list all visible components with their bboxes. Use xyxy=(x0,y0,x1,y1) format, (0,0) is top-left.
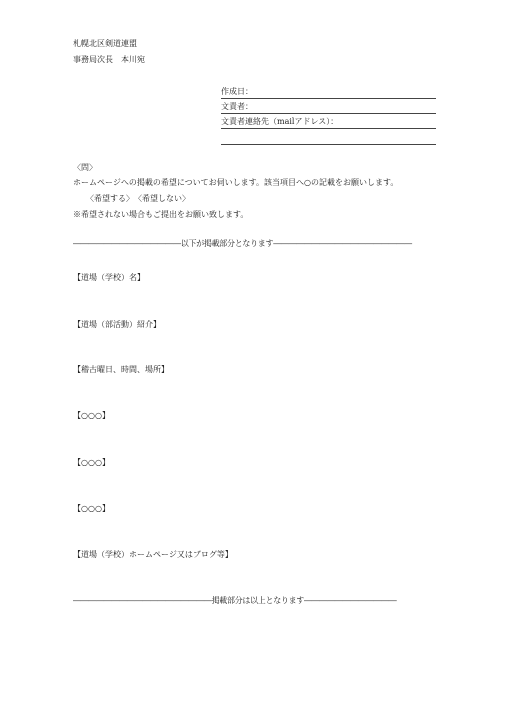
author-field[interactable] xyxy=(221,102,436,114)
question-options: 〈希望する〉 〈希望しない〉 xyxy=(86,194,190,203)
question-text: ホームページへの掲載の希望についてお伺いします。該当項目へ○の記載をお願いします。 xyxy=(73,178,399,187)
author-contact-label: 文責者連絡先（mailアドレス）： xyxy=(221,117,339,126)
addressee-org: 札幌北区剣道連盟 xyxy=(73,39,137,48)
question-label: 〈問〉 xyxy=(73,163,97,172)
section-placeholder-1: 【○○○】 xyxy=(73,411,110,420)
section-placeholder-2: 【○○○】 xyxy=(73,458,110,467)
divider-bottom: ――――――――――――――――――掲載部分は以上となります―――――――――――― xyxy=(73,596,397,605)
created-date-field[interactable] xyxy=(221,87,436,99)
divider-top: ――――――――――――――以下が掲載部分となります―――――――――――――――――― xyxy=(73,239,412,248)
section-dojo-intro: 【道場（部活動）紹介】 xyxy=(73,320,161,329)
section-practice-schedule: 【稽古曜日、時間、場所】 xyxy=(73,365,169,374)
section-website: 【道場（学校）ホームページ又はブログ等】 xyxy=(73,550,233,559)
created-date-label: 作成日： xyxy=(221,87,253,96)
section-dojo-name: 【道場（学校）名】 xyxy=(73,273,145,282)
author-contact-extra-field[interactable] xyxy=(221,133,436,145)
author-label: 文責者： xyxy=(221,102,253,111)
addressee-person: 事務局次長 本川宛 xyxy=(73,55,145,64)
question-note: ※希望されない場合もご提出をお願い致します。 xyxy=(73,210,249,219)
author-contact-field[interactable] xyxy=(221,117,436,129)
section-placeholder-3: 【○○○】 xyxy=(73,504,110,513)
